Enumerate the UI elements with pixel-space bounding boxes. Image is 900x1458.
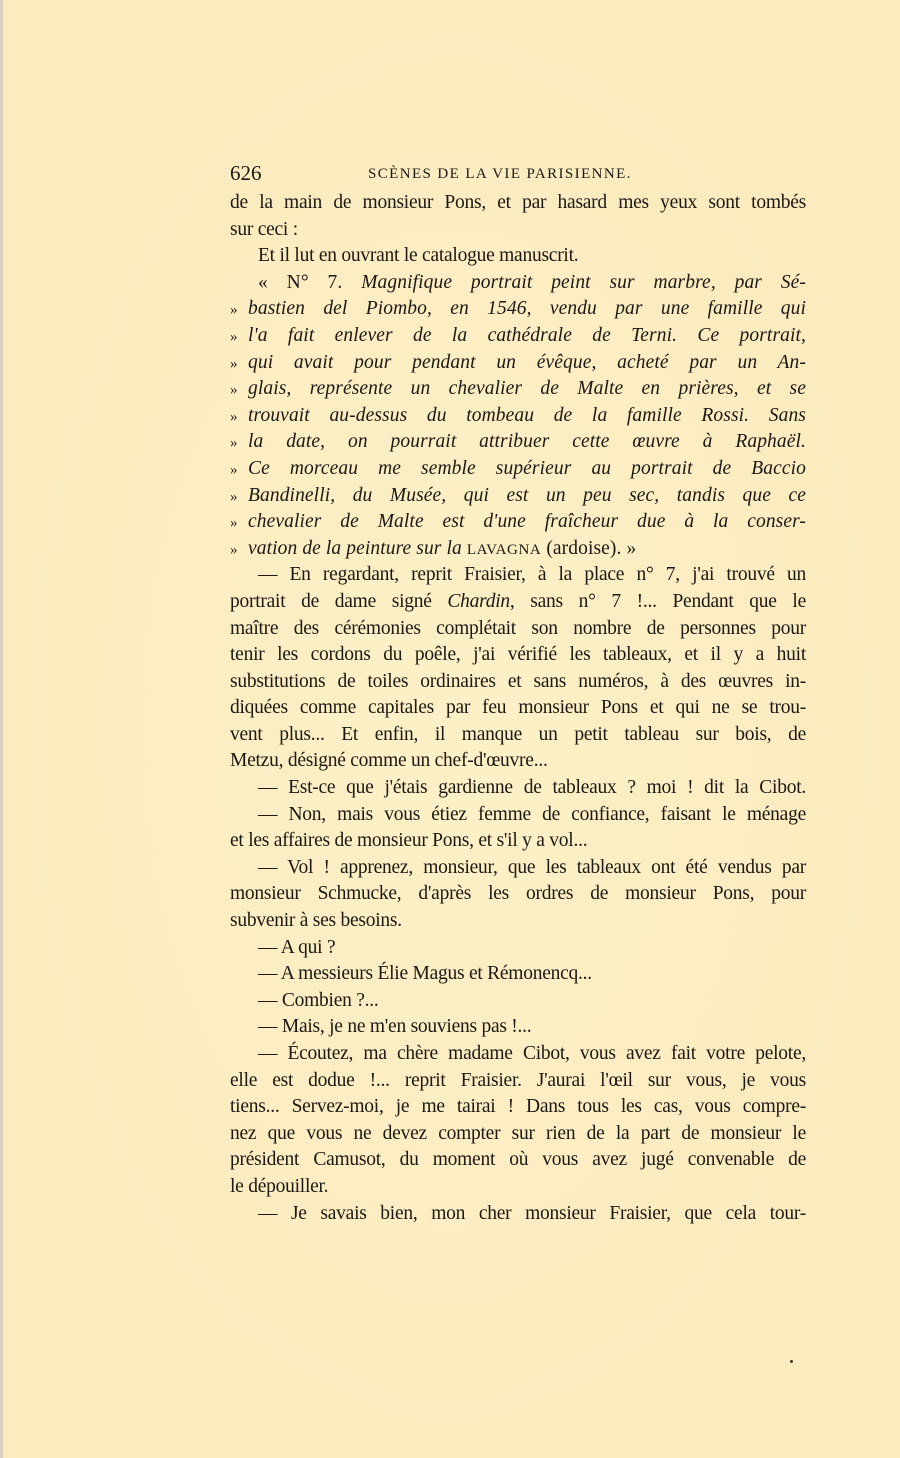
guillemet-mark: » (230, 382, 238, 399)
paper-speck (790, 1360, 793, 1363)
quote-text: trouvait au-dessus du tombeau de la famille Rossi. Sans (248, 404, 806, 426)
open-quote: « (258, 271, 268, 293)
text-line: maître des cérémonies complétait son nombre de personnes pour (230, 617, 806, 639)
text-line: vent plus... Et enfin, il manque un petit tableau sur bois, de (230, 723, 806, 745)
page-number: 626 (230, 161, 262, 185)
catalogue-quotation (230, 270, 806, 563)
text-block (230, 160, 806, 1227)
small-caps-word: LAVAGNA (466, 541, 542, 558)
text-line (230, 589, 806, 616)
quote-line (230, 296, 806, 323)
dialogue-line: — Mais, je ne m'en souviens pas !... (258, 1016, 532, 1038)
body-text (230, 190, 806, 1227)
text-line: diquées comme capitales par feu monsieur Pons et qui ne se trou- (230, 697, 806, 719)
dialogue-line: — Combien ?... (258, 989, 379, 1011)
quote-line (230, 270, 806, 297)
text-line: sur ceci : (230, 218, 298, 240)
text-line: Metzu, désigné comme un chef-d'œuvre... (230, 750, 548, 772)
dialogue-line: le dépouiller. (230, 1175, 329, 1197)
quote-text: la date, on pourrait attribuer cette œuvre à Raphaël. (248, 431, 806, 453)
quote-line (230, 403, 806, 430)
guillemet-mark: » (230, 435, 238, 452)
dialogue-line: — Est-ce que j'étais gardienne de tableaux ? moi ! dit la Cibot. (258, 777, 806, 799)
guillemet-mark: » (230, 302, 238, 319)
dialogue (230, 775, 806, 1227)
text-span: , sans n° 7 !... Pendant que le (509, 590, 806, 612)
quote-line (230, 376, 806, 403)
quote-text: Bandinelli, du Musée, qui est un peu sec, tandis que ce (248, 484, 806, 506)
quote-tail: (ardoise). » (546, 537, 637, 559)
dialogue-line: — Écoutez, ma chère madame Cibot, vous avez fait votre pelote, (258, 1043, 806, 1064)
quote-text: bastien del Piombo, en 1546, vendu par une famille qui (248, 298, 806, 320)
quote-line (230, 483, 806, 510)
guillemet-mark: » (230, 408, 238, 425)
paragraph-fraisier (230, 562, 806, 775)
catalogue-number: N° 7. (286, 271, 343, 293)
dialogue-line: monsieur Schmucke, d'après les ordres de monsieur Pons, pour (230, 883, 806, 905)
running-head (230, 160, 806, 186)
quote-line (230, 323, 806, 350)
dialogue-line: tiens... Servez-moi, je me tairai ! Dans tous les cas, vous compre- (230, 1096, 806, 1118)
dialogue-line: subvenir à ses besoins. (230, 910, 402, 932)
quote-line (230, 429, 806, 456)
dialogue-line: — Vol ! apprenez, monsieur, que les tableaux ont été vendus par (258, 856, 806, 878)
guillemet-mark: » (230, 515, 238, 532)
quote-text: chevalier de Malte est d'une fraîcheur due à la conser- (248, 511, 806, 533)
quote-line (230, 509, 806, 536)
text-line: tenir les cordons du poêle, j'ai vérifié les tableaux, et il y a huit (230, 644, 806, 666)
dialogue-line: — A messieurs Élie Magus et Rémonencq... (258, 963, 592, 985)
dialogue-line: — Non, mais vous étiez femme de confiance, faisant le ménage (258, 803, 806, 825)
text-line: — En regardant, reprit Fraisier, à la place n° 7, j'ai trouvé un (258, 564, 806, 586)
quote-text: qui avait pour pendant un évêque, acheté par un An- (248, 351, 806, 373)
guillemet-mark: » (230, 355, 238, 372)
text-line: Et il lut en ouvrant le catalogue manuscrit. (258, 245, 579, 267)
quote-line (230, 350, 806, 377)
guillemet-mark: » (230, 328, 238, 345)
guillemet-mark: » (230, 488, 238, 505)
quote-text: Ce morceau me semble supérieur au portrait de Baccio (248, 457, 806, 479)
text-span: portrait de dame signé (230, 590, 432, 612)
dialogue-line: nez que vous ne devez compter sur rien de la part de monsieur le (230, 1122, 806, 1144)
text-line: substitutions de toiles ordinaires et sans numéros, à des œuvres in- (230, 670, 806, 692)
running-title: SCÈNES DE LA VIE PARISIENNE. (368, 166, 632, 182)
dialogue-line: — Je savais bien, mon cher monsieur Fraisier, que cela tour- (258, 1202, 806, 1224)
italic-name: Chardin (447, 590, 510, 612)
dialogue-line: et les affaires de monsieur Pons, et s'il y a vol... (230, 830, 588, 852)
quote-line (230, 536, 806, 563)
guillemet-mark: » (230, 541, 238, 558)
quote-text: l'a fait enlever de la cathédrale de Terni. Ce portrait, (248, 324, 806, 346)
guillemet-mark: » (230, 461, 238, 478)
quote-text: glais, représente un chevalier de Malte en prières, et se (248, 378, 806, 400)
dialogue-line: président Camusot, du moment où vous avez jugé convenable de (230, 1149, 806, 1171)
quote-line (230, 456, 806, 483)
dialogue-line: — A qui ? (258, 936, 336, 958)
quote-text: vation de la peinture sur la (248, 537, 462, 559)
quote-text: Magnifique portrait peint sur marbre, par Sé- (361, 271, 806, 293)
text-line: de la main de monsieur Pons, et par hasard mes yeux sont tombés (230, 192, 806, 213)
dialogue-line: elle est dodue !... reprit Fraisier. J'aurai l'œil sur vous, je vous (230, 1069, 806, 1091)
page-edge (0, 0, 3, 1458)
